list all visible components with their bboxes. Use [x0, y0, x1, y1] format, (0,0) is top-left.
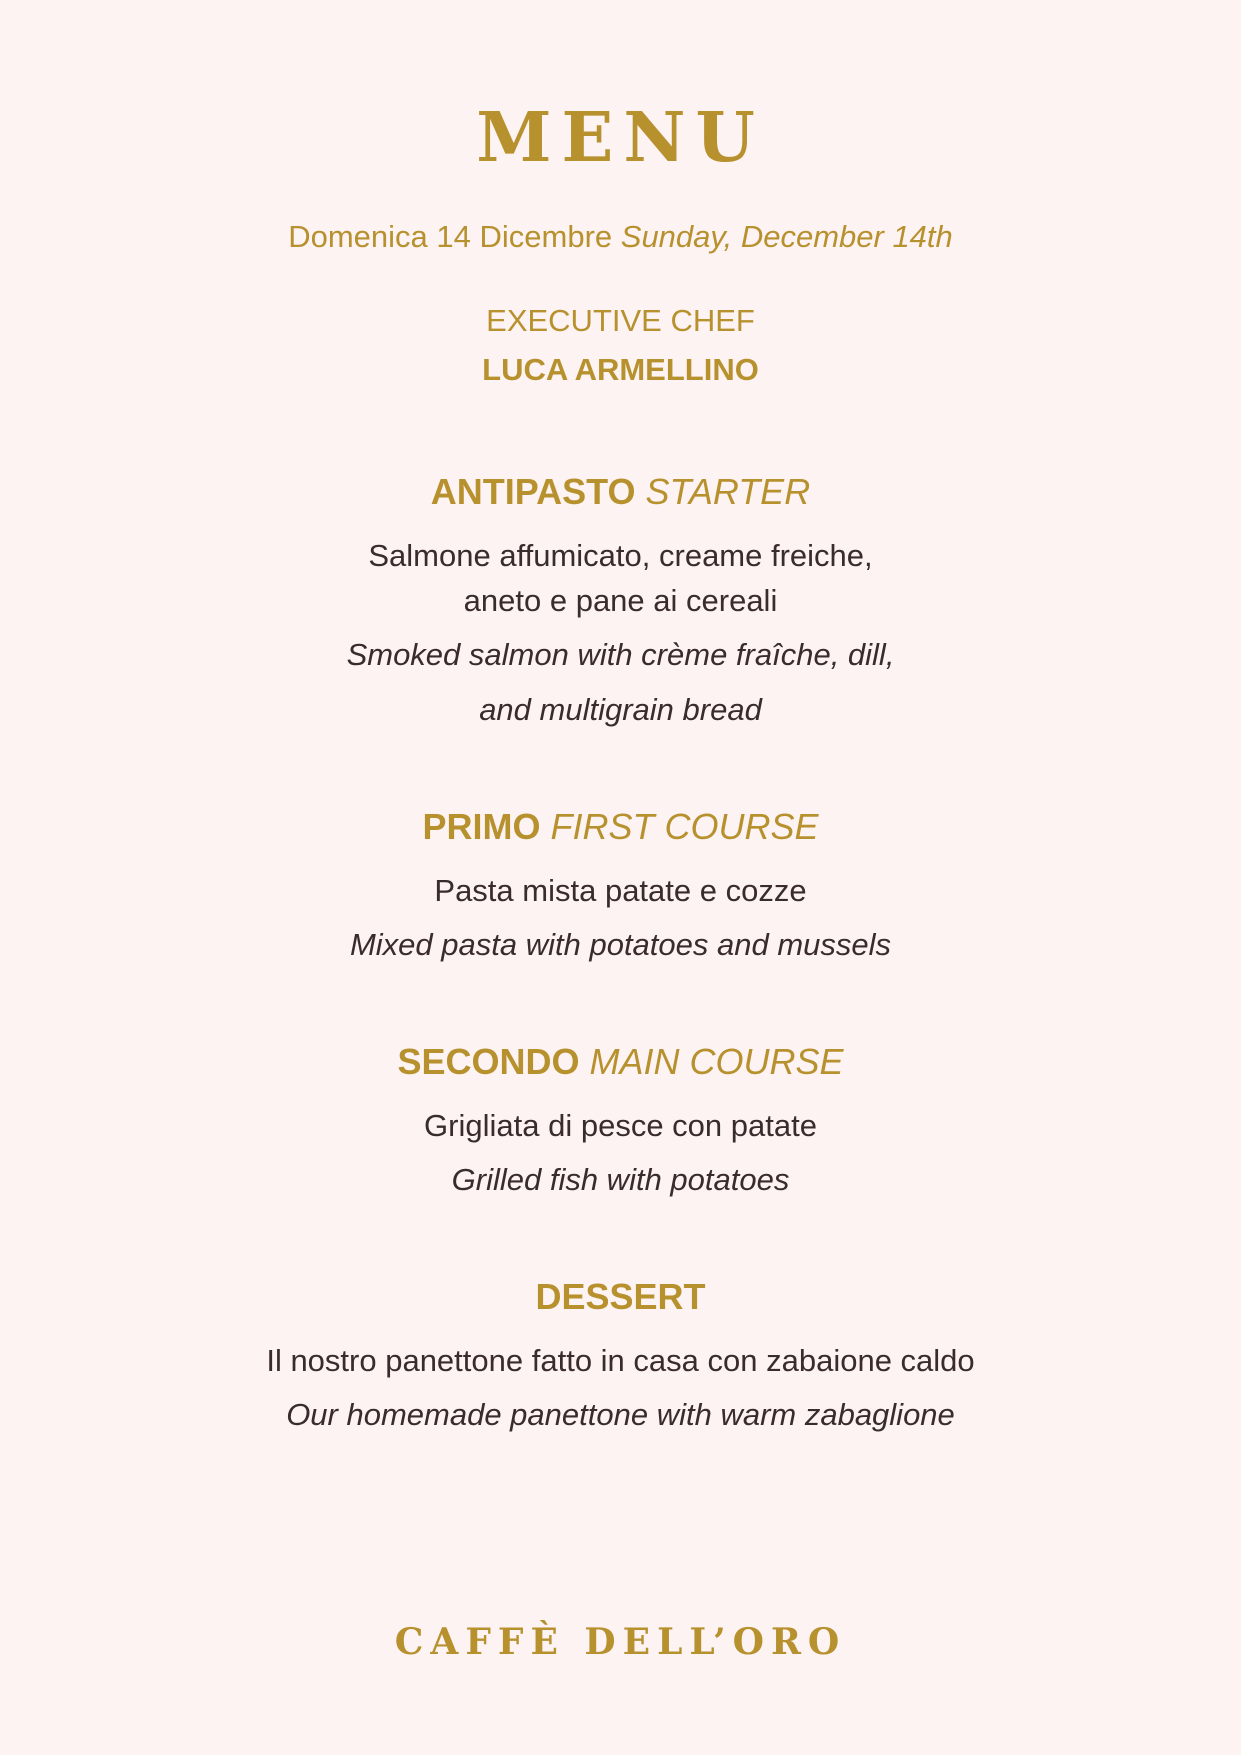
course-heading-italian: PRIMO — [422, 806, 541, 847]
course-heading-dessert — [0, 1275, 1241, 1319]
course-heading-english: FIRST COURSE — [550, 806, 819, 847]
date-english: Sunday, December 14th — [620, 219, 953, 254]
dish-english-line: and multigrain bread — [479, 692, 762, 727]
dish-italian-line: Pasta mista patate e cozze — [434, 873, 807, 908]
dish-english-line: Grilled fish with potatoes — [451, 1162, 790, 1197]
course-heading-english: STARTER — [645, 471, 811, 512]
chef-label: EXECUTIVE CHEF — [486, 303, 755, 338]
course-heading-italian: DESSERT — [535, 1276, 706, 1317]
date-italian: Domenica 14 Dicembre — [288, 219, 613, 254]
dish-italian-line: Il nostro panettone fatto in casa con zabaione caldo — [266, 1343, 975, 1378]
course-heading-primo — [0, 805, 1241, 849]
course-heading-english: MAIN COURSE — [589, 1041, 844, 1082]
course-heading-secondo — [0, 1040, 1241, 1084]
dish-english-line: Smoked salmon with crème fraîche, dill, — [346, 637, 895, 672]
dish-italian-line: Salmone affumicato, creame freiche, — [368, 538, 873, 573]
menu-date — [0, 217, 1241, 257]
dish-italian-line: aneto e pane ai cereali — [463, 583, 778, 618]
course-heading-italian: ANTIPASTO — [430, 471, 636, 512]
restaurant-name: CAFFÈ DELL’ORO — [394, 1621, 847, 1663]
chef-name: LUCA ARMELLINO — [482, 352, 759, 387]
menu-title: MENU — [476, 98, 765, 178]
dish-english-line: Our homemade panettone with warm zabaglione — [286, 1397, 955, 1432]
course-heading-antipasto — [0, 470, 1241, 514]
dish-english-line: Mixed pasta with potatoes and mussels — [349, 927, 892, 962]
dish-italian-line: Grigliata di pesce con patate — [424, 1108, 817, 1143]
course-heading-italian: SECONDO — [397, 1041, 580, 1082]
